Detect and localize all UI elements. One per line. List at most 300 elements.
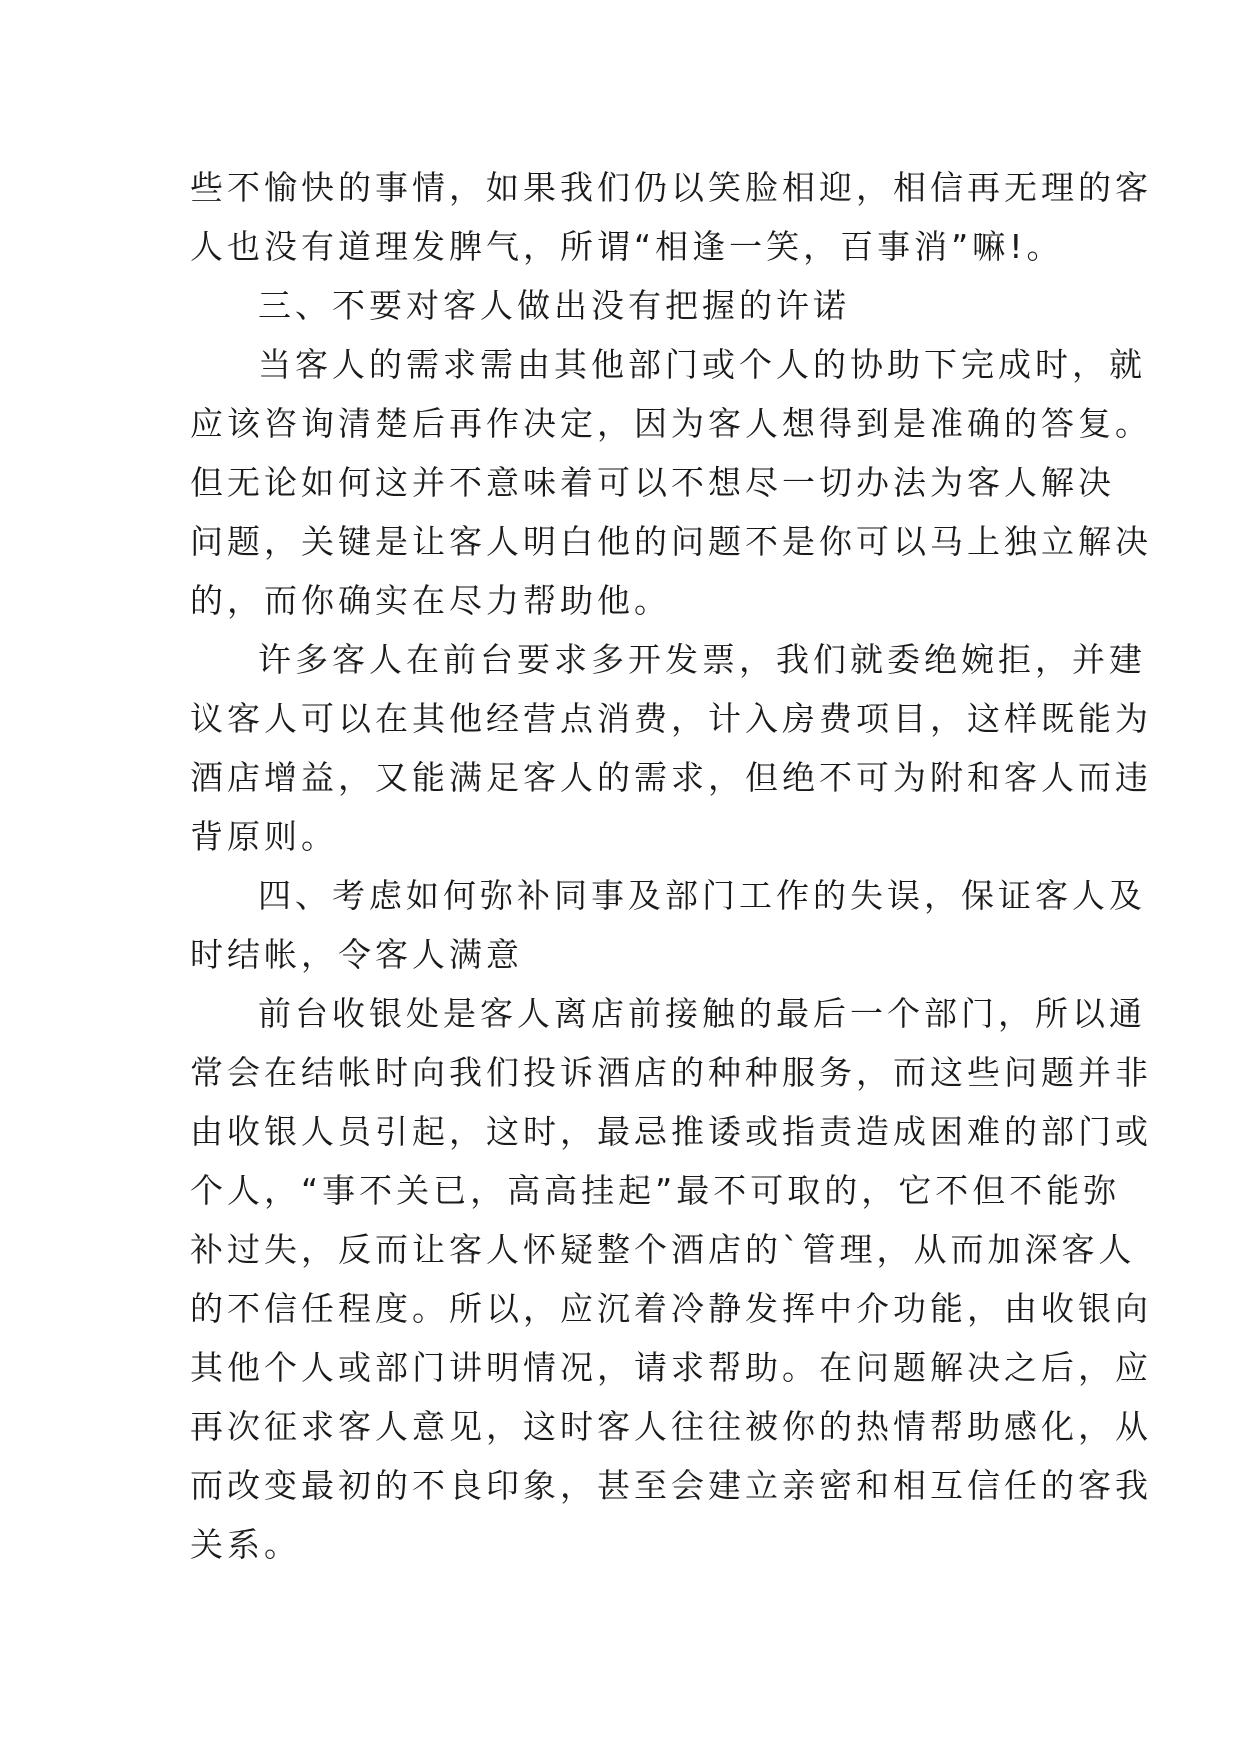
glyph: 人 <box>486 522 523 561</box>
glyph: 题 <box>1041 1053 1078 1092</box>
glyph: 人 <box>369 640 406 679</box>
glyph: 人 <box>1072 876 1109 915</box>
glyph: 是 <box>375 522 412 561</box>
glyph: 的 <box>824 1171 862 1210</box>
glyph: ， <box>523 1289 560 1328</box>
glyph: 答 <box>1041 404 1078 443</box>
glyph: 们 <box>486 1053 523 1092</box>
glyph: 怀 <box>523 1230 560 1269</box>
glyph: 收 <box>227 1112 264 1151</box>
glyph: 务 <box>819 1053 856 1092</box>
glyph: 向 <box>412 1053 449 1092</box>
glyph: 建 <box>1109 640 1146 679</box>
glyph: 其 <box>190 1348 227 1387</box>
glyph: 人 <box>1098 1230 1136 1269</box>
glyph: 点 <box>560 699 597 738</box>
glyph: 在 <box>819 1348 856 1387</box>
glyph: 尽 <box>745 463 782 502</box>
glyph: 让 <box>412 522 449 561</box>
glyph: 这 <box>486 1112 523 1151</box>
glyph: 的 <box>190 581 227 620</box>
text-line <box>190 1220 1136 1279</box>
glyph: 为 <box>1115 699 1152 738</box>
glyph: 如 <box>406 876 443 915</box>
glyph: 白 <box>560 522 597 561</box>
glyph: ` <box>782 1230 803 1269</box>
glyph: 。 <box>634 581 671 620</box>
glyph: ， <box>301 935 338 974</box>
glyph: 立 <box>745 1466 782 1505</box>
glyph: 脾 <box>449 227 486 266</box>
glyph: ， <box>876 1230 914 1269</box>
glyph: 最 <box>776 994 813 1033</box>
glyph: 附 <box>930 758 967 797</box>
glyph: ， <box>803 227 841 266</box>
glyph: 在 <box>412 581 449 620</box>
glyph: 部 <box>924 994 961 1033</box>
glyph: 向 <box>1115 1289 1152 1328</box>
glyph: 、 <box>295 286 332 325</box>
glyph: 让 <box>412 1230 449 1269</box>
glyph: 询 <box>301 404 338 443</box>
glyph: 不 <box>227 168 264 207</box>
glyph: 快 <box>301 168 338 207</box>
glyph: 或 <box>1115 1112 1152 1151</box>
glyph: 立 <box>1041 522 1078 561</box>
glyph: 求 <box>301 1407 338 1446</box>
glyph: 挥 <box>782 1289 819 1328</box>
glyph: 把 <box>665 286 702 325</box>
body-text <box>190 158 1152 1574</box>
glyph: 愉 <box>264 168 301 207</box>
glyph: 客 <box>967 463 1004 502</box>
glyph: 客 <box>227 699 264 738</box>
glyph: ” <box>951 227 973 266</box>
glyph: 讲 <box>449 1348 486 1387</box>
glyph: 也 <box>227 227 264 266</box>
glyph: 而 <box>1078 758 1115 797</box>
glyph: 。 <box>264 1525 301 1564</box>
glyph: 求 <box>443 345 480 384</box>
glyph: 这 <box>967 699 1004 738</box>
glyph: 事 <box>322 1171 360 1210</box>
glyph: 需 <box>480 345 517 384</box>
glyph: 的 <box>1004 1112 1041 1151</box>
glyph: 种 <box>745 1053 782 1092</box>
glyph: 决 <box>1115 522 1152 561</box>
glyph: 客 <box>708 404 745 443</box>
glyph: 不 <box>745 522 782 561</box>
glyph: 要 <box>517 640 554 679</box>
glyph: 绝 <box>924 640 961 679</box>
glyph: 一 <box>729 227 767 266</box>
glyph: 不 <box>449 463 486 502</box>
glyph: 被 <box>745 1407 782 1446</box>
glyph: 客 <box>449 522 486 561</box>
glyph: 既 <box>1041 699 1078 738</box>
glyph: 到 <box>856 404 893 443</box>
glyph: 他 <box>597 581 634 620</box>
glyph: ， <box>264 1171 301 1210</box>
glyph: 已 <box>433 1171 471 1210</box>
glyph: 客 <box>449 1230 486 1269</box>
glyph: 为 <box>671 404 708 443</box>
glyph: 但 <box>972 1171 1010 1210</box>
glyph: “ <box>301 1171 323 1210</box>
glyph: ， <box>227 581 264 620</box>
glyph: 建 <box>708 1466 745 1505</box>
glyph: 关 <box>301 522 338 561</box>
glyph: 键 <box>338 522 375 561</box>
glyph: 再 <box>967 168 1004 207</box>
glyph: 婉 <box>961 640 998 679</box>
glyph: 个 <box>264 1348 301 1387</box>
glyph: 费 <box>819 699 856 738</box>
glyph: 再 <box>190 1407 227 1446</box>
glyph: 任 <box>301 1289 338 1328</box>
glyph: 我 <box>449 1053 486 1092</box>
text-line <box>190 1043 1152 1102</box>
glyph: 信 <box>264 1289 301 1328</box>
glyph: 由 <box>190 1112 227 1151</box>
glyph: 客 <box>1061 1230 1099 1269</box>
glyph: 有 <box>301 227 338 266</box>
text-line <box>190 217 1064 276</box>
glyph: ， <box>449 1112 486 1151</box>
glyph: 费 <box>634 699 671 738</box>
glyph: 酒 <box>190 758 227 797</box>
glyph: 店 <box>591 994 628 1033</box>
glyph: 度 <box>375 1289 412 1328</box>
glyph: 求 <box>671 758 708 797</box>
glyph: 有 <box>628 286 665 325</box>
glyph: 议 <box>190 699 227 738</box>
glyph: 改 <box>227 1466 264 1505</box>
glyph: 人 <box>1004 463 1041 502</box>
glyph: 满 <box>449 758 486 797</box>
glyph: 着 <box>560 463 597 502</box>
glyph: 的 <box>369 345 406 384</box>
glyph: 客 <box>1115 168 1152 207</box>
glyph: 它 <box>898 1171 936 1210</box>
glyph: ， <box>1078 1348 1115 1387</box>
glyph: 问 <box>190 522 227 561</box>
glyph: 题 <box>893 1348 930 1387</box>
glyph: 系 <box>227 1525 264 1564</box>
glyph: 房 <box>782 699 819 738</box>
glyph: 责 <box>819 1112 856 1151</box>
glyph: 客 <box>597 1407 634 1446</box>
glyph: 清 <box>338 404 375 443</box>
glyph: 和 <box>856 1466 893 1505</box>
glyph: 后 <box>813 994 850 1033</box>
glyph: 是 <box>782 522 819 561</box>
glyph: 当 <box>258 345 295 384</box>
glyph: 任 <box>1004 1466 1041 1505</box>
glyph: 的 <box>597 758 634 797</box>
glyph: 从 <box>1115 1407 1152 1446</box>
glyph: 部 <box>665 876 702 915</box>
glyph: 请 <box>634 1348 671 1387</box>
glyph: ， <box>998 994 1035 1033</box>
glyph: ， <box>449 168 486 207</box>
glyph: 拒 <box>998 640 1035 679</box>
glyph: 明 <box>523 522 560 561</box>
glyph: 难 <box>967 1112 1004 1151</box>
text-line <box>190 1397 1152 1456</box>
glyph: 人 <box>332 345 369 384</box>
glyph: 况 <box>560 1348 597 1387</box>
glyph: ， <box>597 404 634 443</box>
glyph: 力 <box>486 581 523 620</box>
glyph: 变 <box>264 1466 301 1505</box>
glyph: 客 <box>295 345 332 384</box>
glyph: 解 <box>930 1348 967 1387</box>
glyph: 论 <box>264 463 301 502</box>
glyph: 客 <box>443 286 480 325</box>
glyph: 咨 <box>264 404 301 443</box>
glyph: 反 <box>338 1230 375 1269</box>
glyph: 的 <box>634 522 671 561</box>
glyph: 会 <box>671 1466 708 1505</box>
glyph: 的 <box>1004 404 1041 443</box>
glyph: 以 <box>486 1289 523 1328</box>
section-heading <box>190 925 1052 984</box>
glyph: 最 <box>597 1112 634 1151</box>
glyph: 求 <box>554 640 591 679</box>
glyph: 这 <box>930 1053 967 1092</box>
glyph: 情 <box>523 1348 560 1387</box>
glyph: 绝 <box>782 758 819 797</box>
glyph: 切 <box>819 463 856 502</box>
glyph: 客 <box>480 994 517 1033</box>
glyph: 或 <box>702 345 739 384</box>
glyph: 百 <box>840 227 878 266</box>
glyph: 前 <box>258 994 295 1033</box>
glyph: 人 <box>486 1230 523 1269</box>
glyph: 象 <box>523 1466 560 1505</box>
glyph: 客 <box>523 758 560 797</box>
glyph: 准 <box>930 404 967 443</box>
glyph: 助 <box>887 345 924 384</box>
glyph: 帮 <box>930 1407 967 1446</box>
glyph: 不 <box>412 1466 449 1505</box>
glyph: 亲 <box>782 1466 819 1505</box>
glyph: 人 <box>745 404 782 443</box>
glyph: 可 <box>856 522 893 561</box>
glyph: 果 <box>523 168 560 207</box>
text-line <box>190 571 1052 630</box>
glyph: 印 <box>486 1466 523 1505</box>
glyph: 弥 <box>480 876 517 915</box>
glyph: 谓 <box>597 227 634 266</box>
glyph: 能 <box>412 758 449 797</box>
glyph: 营 <box>523 699 560 738</box>
glyph: ， <box>924 876 961 915</box>
glyph: 如 <box>486 168 523 207</box>
glyph: 在 <box>375 699 412 738</box>
glyph: 补 <box>517 876 554 915</box>
section-heading <box>190 866 1146 925</box>
glyph: 开 <box>628 640 665 679</box>
glyph: 介 <box>856 1289 893 1328</box>
glyph: 人 <box>517 994 554 1033</box>
glyph: 可 <box>597 463 634 502</box>
glyph: 起 <box>412 1112 449 1151</box>
glyph: 而 <box>190 1466 227 1505</box>
glyph: 初 <box>338 1466 375 1505</box>
text-line <box>190 689 1152 748</box>
glyph: 处 <box>406 994 443 1033</box>
glyph: 会 <box>227 1053 264 1092</box>
glyph: 并 <box>1072 640 1109 679</box>
glyph: 时 <box>375 1053 412 1092</box>
glyph: 时 <box>560 1407 597 1446</box>
text-line <box>190 335 1146 394</box>
glyph: 台 <box>480 640 517 679</box>
glyph: 该 <box>227 404 264 443</box>
glyph: 高 <box>544 1171 582 1210</box>
glyph: 门 <box>702 876 739 915</box>
glyph: 消 <box>914 227 952 266</box>
glyph: ， <box>301 1230 338 1269</box>
glyph: 诺 <box>813 286 850 325</box>
glyph: 我 <box>1115 1466 1152 1505</box>
glyph: 理 <box>1041 168 1078 207</box>
glyph: 问 <box>1004 1053 1041 1092</box>
glyph: 意 <box>486 463 523 502</box>
glyph: 经 <box>486 699 523 738</box>
glyph: 造 <box>856 1112 893 1151</box>
glyph: 通 <box>1109 994 1146 1033</box>
glyph: 工 <box>739 876 776 915</box>
glyph: 离 <box>554 994 591 1033</box>
glyph: 你 <box>782 1407 819 1446</box>
glyph: 非 <box>1115 1053 1152 1092</box>
glyph: ， <box>671 699 708 738</box>
glyph: 办 <box>856 463 893 502</box>
glyph: 握 <box>702 286 739 325</box>
glyph: 决 <box>523 404 560 443</box>
glyph: 们 <box>597 168 634 207</box>
glyph: 他 <box>227 1348 264 1387</box>
glyph: ” <box>655 1171 677 1210</box>
glyph: 门 <box>961 994 998 1033</box>
glyph: 人 <box>301 1348 338 1387</box>
glyph: ， <box>708 758 745 797</box>
glyph: 没 <box>264 227 301 266</box>
glyph: 样 <box>1004 699 1041 738</box>
glyph: 笑 <box>708 168 745 207</box>
glyph: 前 <box>628 994 665 1033</box>
glyph: 而 <box>375 1230 412 1269</box>
glyph: 四 <box>258 876 295 915</box>
glyph: 意 <box>486 935 523 974</box>
glyph: 的 <box>819 1407 856 1446</box>
glyph: 气 <box>486 227 523 266</box>
glyph: 困 <box>930 1112 967 1151</box>
glyph: 的 <box>671 1053 708 1092</box>
glyph: 们 <box>813 640 850 679</box>
glyph: 应 <box>190 404 227 443</box>
glyph: 以 <box>1072 994 1109 1033</box>
glyph: 信 <box>930 168 967 207</box>
glyph: 沉 <box>597 1289 634 1328</box>
glyph: 帮 <box>708 1348 745 1387</box>
glyph: 因 <box>634 404 671 443</box>
glyph: 个 <box>634 1230 671 1269</box>
glyph: 所 <box>560 227 597 266</box>
glyph: 是 <box>893 404 930 443</box>
glyph: 同 <box>554 876 591 915</box>
glyph: 化 <box>1041 1407 1078 1446</box>
glyph: 消 <box>597 699 634 738</box>
glyph: 管 <box>802 1230 840 1269</box>
glyph: 独 <box>1004 522 1041 561</box>
glyph: 票 <box>702 640 739 679</box>
glyph: 要 <box>369 286 406 325</box>
glyph: 酒 <box>671 1230 708 1269</box>
glyph: 部 <box>1041 1112 1078 1151</box>
glyph: 高 <box>507 1171 545 1210</box>
glyph: 你 <box>301 581 338 620</box>
glyph: 确 <box>338 581 375 620</box>
glyph: ， <box>861 1171 899 1210</box>
glyph: 事 <box>877 227 915 266</box>
glyph: 应 <box>1115 1348 1152 1387</box>
glyph: 失 <box>264 1230 301 1269</box>
glyph: 最 <box>676 1171 714 1210</box>
glyph: 的 <box>739 994 776 1033</box>
glyph: 不 <box>713 1171 751 1210</box>
glyph: ， <box>338 758 375 797</box>
glyph: 人 <box>776 345 813 384</box>
glyph: 实 <box>375 581 412 620</box>
glyph: 不 <box>332 286 369 325</box>
glyph: 种 <box>708 1053 745 1092</box>
glyph: 个 <box>190 1171 227 1210</box>
glyph: 逢 <box>692 227 730 266</box>
text-line <box>190 1161 1121 1220</box>
glyph: 发 <box>665 640 702 679</box>
glyph: 人 <box>480 286 517 325</box>
glyph: 不 <box>359 1171 397 1210</box>
glyph: 门 <box>412 1348 449 1387</box>
glyph: 作 <box>776 876 813 915</box>
glyph: 从 <box>913 1230 951 1269</box>
glyph: 引 <box>375 1112 412 1151</box>
glyph: 项 <box>856 699 893 738</box>
glyph: 如 <box>301 463 338 502</box>
glyph: 不 <box>227 1289 264 1328</box>
glyph: 以 <box>671 168 708 207</box>
text-line <box>190 394 1152 453</box>
glyph: 次 <box>227 1407 264 1446</box>
glyph: 作 <box>486 404 523 443</box>
glyph: 这 <box>523 1407 560 1446</box>
glyph: 需 <box>406 345 443 384</box>
glyph: 完 <box>961 345 998 384</box>
glyph: 相 <box>782 168 819 207</box>
glyph: 可 <box>856 758 893 797</box>
glyph: 再 <box>449 404 486 443</box>
glyph: 结 <box>227 935 264 974</box>
glyph: 是 <box>443 994 480 1033</box>
glyph: 一 <box>850 994 887 1033</box>
glyph: 人 <box>375 1407 412 1446</box>
glyph: 相 <box>893 1466 930 1505</box>
glyph: 店 <box>227 758 264 797</box>
